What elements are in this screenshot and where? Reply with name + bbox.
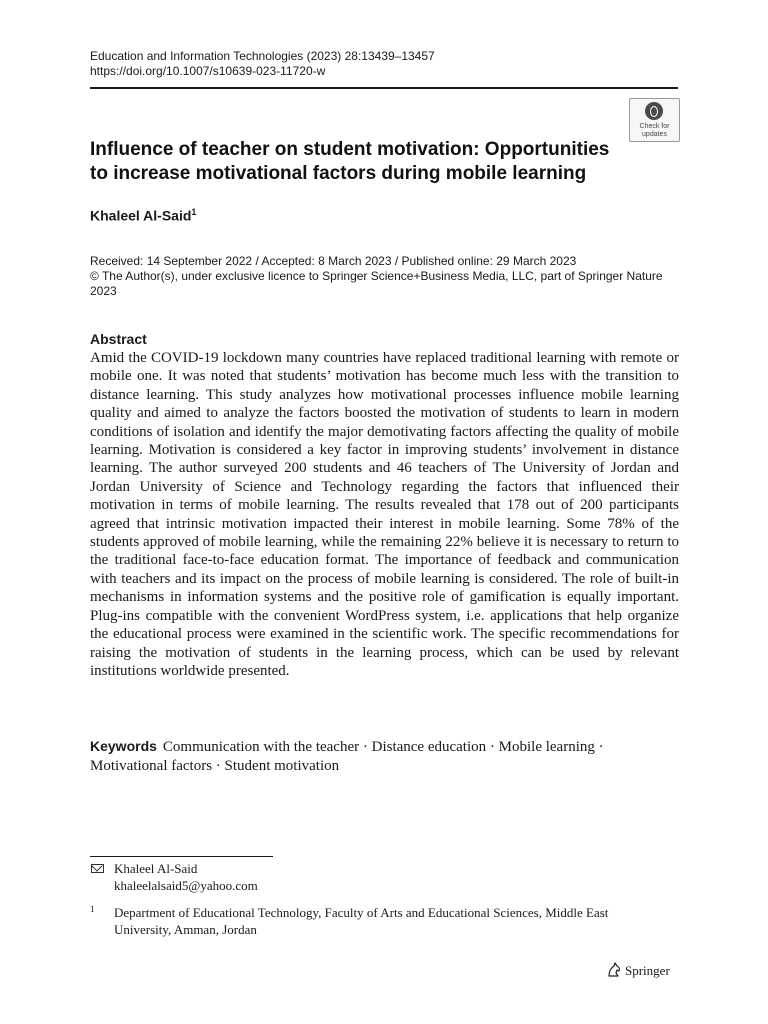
author-line <box>90 207 196 224</box>
envelope-icon <box>91 864 104 873</box>
header-rule <box>90 87 678 89</box>
doi-link[interactable]: https://doi.org/10.1007/s10639-023-11720-w <box>90 64 326 78</box>
affiliation-text: Department of Educational Technology, Faculty of Arts and Educational Sciences, Middle East University, Amman, Jordan <box>114 905 609 937</box>
author-affiliation-mark: 1 <box>191 207 197 217</box>
publication-dates: Received: 14 September 2022 / Accepted: 8 March 2023 / Published online: 29 March 2023 <box>90 254 577 268</box>
publication-info <box>90 254 678 299</box>
keywords-heading: Keywords <box>90 738 157 754</box>
check-for-updates-icon <box>645 102 663 120</box>
footnote-rule <box>90 856 273 857</box>
check-for-updates-label: Check for updates <box>639 123 670 138</box>
copyright-notice: © The Author(s), under exclusive licence to Springer Science+Business Media, LLC, part of Springer Nature 2023 <box>90 269 663 298</box>
corresponding-author <box>114 860 258 894</box>
check-for-updates-badge[interactable] <box>629 98 680 142</box>
abstract-heading: Abstract <box>90 331 147 347</box>
keywords-list: Communication with the teacher · Distance education · Mobile learning · Motivational factors · Student motivation <box>90 739 604 774</box>
contact-name: Khaleel Al-Said <box>114 861 198 876</box>
keywords-block <box>90 737 679 776</box>
publisher-name: Springer <box>625 963 670 978</box>
contact-email[interactable]: khaleelalsaid5@yahoo.com <box>114 878 258 893</box>
author-name: Khaleel Al-Said <box>90 207 192 224</box>
affiliation-number: 1 <box>90 904 95 914</box>
journal-citation: Education and Information Technologies (2023) 28:13439–13457 <box>90 49 435 63</box>
springer-horse-icon <box>606 962 622 978</box>
article-title: Influence of teacher on student motivation: Opportunities to increase motivational factors during mobile learning <box>90 139 610 184</box>
abstract-text: Amid the COVID-19 lockdown many countries have replaced traditional learning with remote or mobile one. It was noted that students’ motivation has become much less with the transition to distance learning. This study analyzes how motivational processes influence mobile learning quality and aimed to analyze the factors boosted the motivation of students to learn in modern conditions of isolation and identify the major demotivating factors affecting the quality of mobile learning. Motivation is considered a key factor in improving students’ involvement in distance learning. The author surveyed 200 students and 46 teachers of The University of Jordan and Jordan University of Science and Technology regarding the factors that influenced their motivation in terms of mobile learning. The results revealed that 178 out of 200 participants agreed that intrinsic motivation impacted their interest in mobile learning. Some 78% of the students approved of mobile learning, while the remaining 22% believe it is necessary to return to the traditional face-to-face education format. The importance of feedback and communication with teachers and its impact on the process of mobile learning is considered. The role of built-in mechanisms in information systems and the positive role of gamification is equally important. Plug-ins compatible with the convenient WordPress system, i.e. applications that help organize the educational process were examined in the scientific work. The specific recommendations for raising the motivation of students in the learning process, which can be used by relevant institutions worldwide presented. <box>90 350 679 679</box>
